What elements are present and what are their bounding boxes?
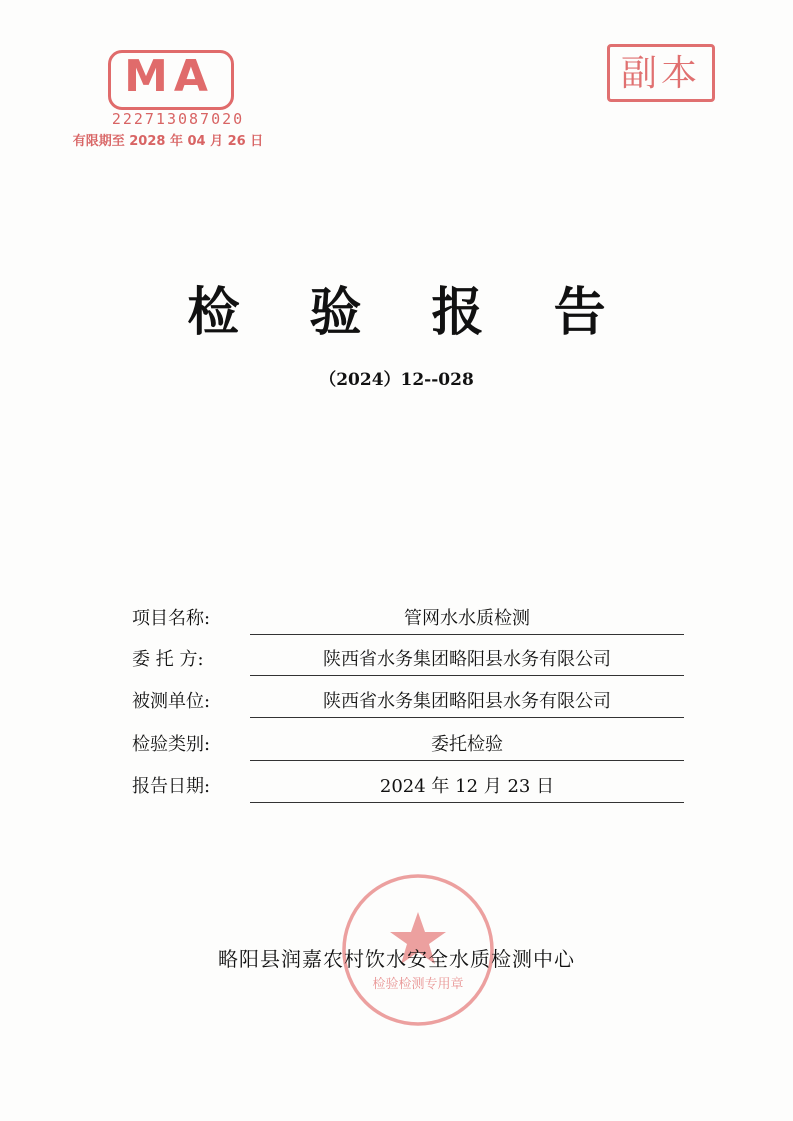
cma-stamp-letters: MA [124, 51, 214, 102]
field-inspection-type [132, 733, 684, 763]
field-value: 委托检验 [250, 733, 684, 761]
field-tested-unit [132, 690, 684, 720]
field-label: 项目名称: [132, 608, 211, 629]
field-label: 报告日期: [132, 776, 211, 797]
field-report-date [132, 775, 684, 805]
copy-stamp: 副本 [607, 44, 715, 102]
issuer-name: 略阳县润嘉农村饮水安全水质检测中心 [218, 947, 575, 971]
seal-text: 检验检测专用章 [372, 977, 464, 992]
field-label: 检验类别: [132, 734, 211, 755]
field-label: 被测单位: [132, 691, 211, 712]
cma-stamp-number: 222713087020 [111, 110, 245, 128]
document-title: 检 验 报 告 [187, 283, 632, 343]
field-value: 2024 年 12 月 23 日 [250, 775, 684, 803]
field-project-name [132, 607, 684, 637]
field-value: 陕西省水务集团略阳县水务有限公司 [250, 648, 684, 676]
field-label: 委 托 方: [132, 649, 204, 670]
field-value: 陕西省水务集团略阳县水务有限公司 [250, 690, 684, 718]
cma-stamp-validity: 有限期至 2028 年 04 月 26 日 [72, 134, 264, 149]
field-value: 管网水水质检测 [250, 607, 684, 635]
field-client [132, 648, 684, 678]
cma-stamp [62, 40, 272, 150]
report-number: （2024）12--028 [319, 370, 474, 390]
